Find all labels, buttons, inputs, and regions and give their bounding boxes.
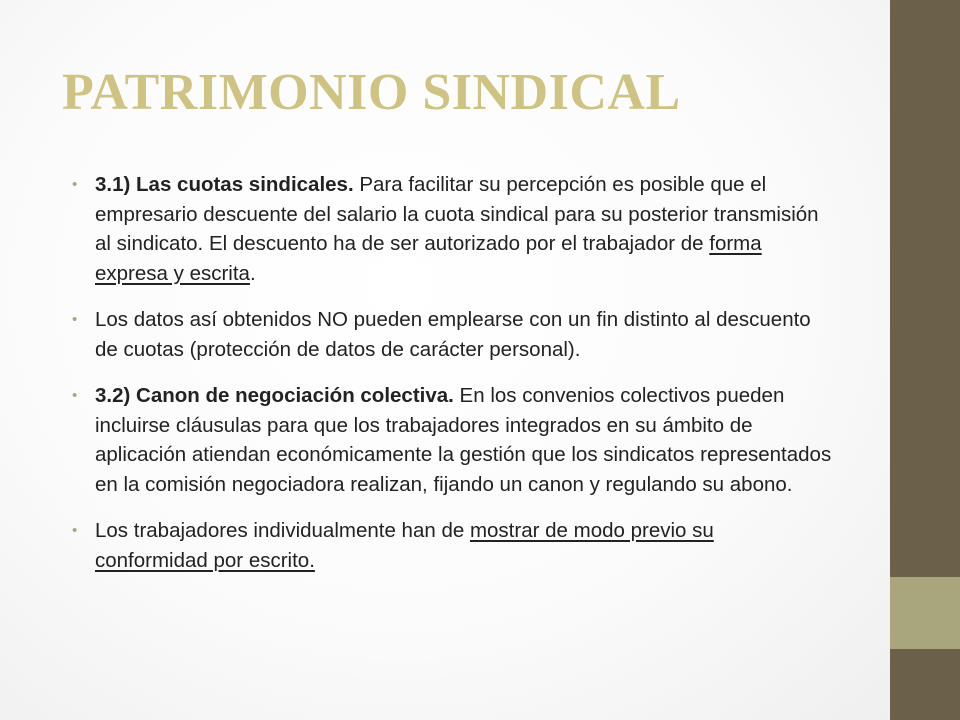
bullet-text: Los trabajadores individualmente han de bbox=[95, 519, 470, 542]
bullet-heading: 3.1) Las cuotas sindicales. bbox=[95, 173, 354, 196]
bullet-item-datos bbox=[72, 305, 832, 364]
bullet-text: Los datos así obtenidos NO pueden emplearse con un fin distinto al descuento de cuotas (protección de datos de carácter personal). bbox=[95, 308, 811, 361]
bullet-item-cuotas bbox=[72, 170, 832, 288]
underlined-text: forma expresa y escrita bbox=[95, 232, 762, 285]
bullet-list bbox=[72, 170, 832, 575]
bullet-dot-icon: • bbox=[72, 311, 78, 328]
bullet-dot-icon: • bbox=[72, 176, 78, 193]
bullet-item-canon bbox=[72, 381, 832, 499]
underlined-text: mostrar de modo previo su conformidad por escrito. bbox=[95, 519, 714, 572]
bullet-tail: . bbox=[249, 261, 256, 285]
right-band-dark-bottom bbox=[890, 649, 960, 720]
bullet-dot-icon: • bbox=[72, 387, 78, 404]
bullet-text: En los convenios colectivos pueden incluirse cláusulas para que los trabajadores integrados en su ámbito de aplicación atiendan económicamente la gestión que los sindicatos representados en la comisión negociadora realizan, fijando un canon y regulando su abono. bbox=[95, 384, 832, 496]
bullet-heading: 3.2) Canon de negociación colectiva. bbox=[95, 384, 454, 407]
right-band-light-accent bbox=[890, 577, 960, 649]
bullet-item-conformidad bbox=[72, 516, 832, 575]
bullet-text: Para facilitar su percepción es posible que el empresario descuente del salario la cuota sindical para su posterior transmisión al sindicato. El descuento ha de ser autorizado por el trabajador de bbox=[95, 173, 819, 255]
right-band-dark-top bbox=[890, 0, 960, 577]
slide-title: PATRIMONIO SINDICAL bbox=[62, 64, 681, 121]
bullet-dot-icon: • bbox=[72, 522, 78, 539]
